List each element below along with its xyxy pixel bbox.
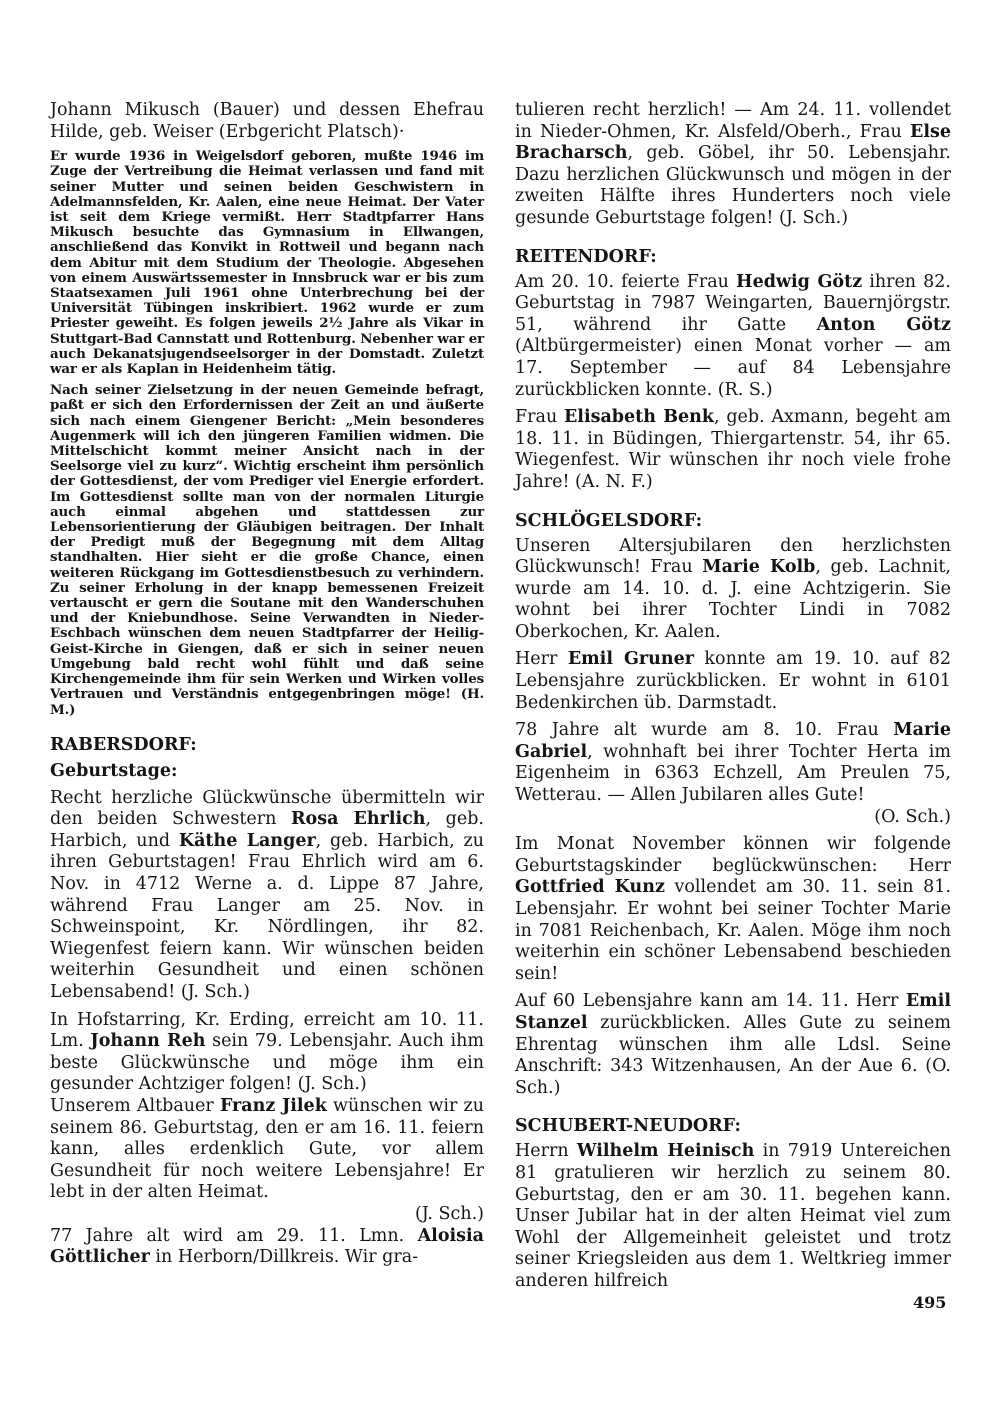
text-run: , geb. Göbel, ihr 50. Lebensjahr. Dazu herzlichen Glückwunsch und mögen in der zweiten Hälfte ihres Hunderters noch viele gesunde Geburtstage folgen! (J. Sch.) xyxy=(515,143,951,228)
text-run: Unserem Altbauer xyxy=(50,1096,220,1117)
text-run: , wohnhaft bei ihrer Tochter Herta im Eigenheim in 6363 Echzell, Am Preulen 75, Wetterau. — Allen Jubilaren alles Gute! xyxy=(515,741,951,806)
schubert-neudorf-paragraph xyxy=(515,1141,951,1292)
text-run: wünschen wir zu seinem 86. Geburtstag, den er am 16. 11. feiern kann, alles erdenklich Gute, vor allem Gesundheit für noch weitere Lebensjahre! Er lebt in der alten Heimat. xyxy=(50,1096,485,1203)
subheading-geburtstage: Geburtstage: xyxy=(50,760,178,781)
name-elisabeth-benk: Elisabeth Benk xyxy=(563,407,715,428)
schloegelsdorf-paragraph-5 xyxy=(515,991,951,1099)
continued-paragraph xyxy=(515,100,951,230)
name-franz-jilek: Franz Jilek xyxy=(219,1096,327,1117)
schloegelsdorf-paragraph-3 xyxy=(515,720,951,806)
name-hedwig-goetz: Hedwig Götz xyxy=(736,271,863,292)
name-gottfried-kunz: Gottfried Kunz xyxy=(515,877,665,898)
name-else-bracharsch: Else Bracharsch xyxy=(515,121,951,164)
section-heading-rabersdorf: RABERSDORF: xyxy=(50,734,197,755)
name-wilhelm-heinisch: Wilhelm Heinisch xyxy=(576,1141,755,1162)
page-number: 495 xyxy=(913,1293,947,1312)
text-run: , geb. Lachnit, wurde am 14. 10. d. J. eine Achtzigerin. Sie wohnt bei ihrer Tochter Lindi in 7082 Oberkochen, Kr. Aalen. xyxy=(515,557,951,642)
text-run: Herr xyxy=(515,649,568,670)
text-run: ihren 82. Geburtstag in 7987 Weingarten, Bauernjörgstr. 51, während ihr Gatte xyxy=(515,271,951,335)
name-aloisia-goettlicher: Aloisia Göttlicher xyxy=(50,1225,484,1268)
text-run: (Altbürgermeister) einen Monat vorher — am 17. September — auf 84 Lebensjahre zurückblicken konnte. (R. S.) xyxy=(515,336,951,400)
left-column xyxy=(50,100,484,1275)
text-run: , geb. Axmann, begeht am 18. 11. in Büdingen, Thiergartenstr. 54, ihr 65. Wiegenfest. Wir wünschen ihr noch viele frohe Jahre! (A. N. F.) xyxy=(515,407,951,492)
name-anton-goetz: Anton Götz xyxy=(816,314,951,335)
name-marie-kolb: Marie Kolb xyxy=(702,557,816,578)
text-run: Herrn xyxy=(515,1141,577,1162)
section-heading-schubert-neudorf: SCHUBERT-NEUDORF: xyxy=(515,1116,741,1137)
text-run: Am 20. 10. feierte Frau xyxy=(515,271,737,292)
rabersdorf-paragraph-3 xyxy=(50,1096,484,1204)
text-run: , geb. Harbich, und xyxy=(50,809,484,851)
bio-paragraph-2: Nach seiner Zielsetzung in der neuen Gemeinde befragt, paßt er sich den Erfordernissen der Zeit an und äußerte sich nach einem Giengener Bericht: „Mein besonderes Augenmerk will ich den jüngeren Familien widmen. Die Mittelschicht kommt meiner Ansicht nach in der Seelsorge viel zu kurz“. Wichtig erscheint ihm persönlich der Gottesdienst, der vom Prediger viel Energie erfordert. Im Gottesdienst sollte man von der normalen Liturgie auch einmal abgehen und stattdessen zur Lebensorientierung der Gläubigen beitragen. Der Inhalt der Predigt muß der Begegnung mit dem Alltag standhalten. Hier sieht er die große Chance, einen weiteren Rückgang im Gottesdienstbesuch zu verhindern. Zu seiner Erholung in der knapp bemessenen Freizeit vertauscht er gern die Soutane mit den Wanderschuhen und der Kniebundhose. Seine Verwandten in Nieder-Eschbach wünschen dem neuen Stadtpfarrer der Heilig-Geist-Kirche in Giengen, daß er sich in seiner neuen Umgebung bald recht wohl fühlt und daß seine Kirchengemeinde ihm für sein Werken und Wirken volles Vertrauen und Verständnis entgegenbringen möge! (H. M.) xyxy=(50,382,484,718)
text-run: tulieren recht herzlich! — Am 24. 11. vollendet in Nieder-Ohmen, Kr. Alsfeld/Oberh., Frau xyxy=(515,100,951,142)
section-heading-reitendorf: REITENDORF: xyxy=(515,246,657,267)
reitendorf-paragraph-1 xyxy=(515,272,951,402)
text-run: in Herborn/Dillkreis. Wir gra- xyxy=(149,1247,419,1268)
text-run: 77 Jahre alt wird am 29. 11. Lmn. xyxy=(50,1225,418,1246)
text-run: In Hofstarring, Kr. Erding, erreicht am 10. 11. Lm. xyxy=(50,1009,484,1052)
rabersdorf-paragraph-4 xyxy=(50,1226,484,1269)
text-run: zurückblicken. Alles Gute zu seinem Ehrentag wünschen ihm alle Ldsl. Seine Anschrift: 343 Witzenhausen, An der Aue 6. (O. Sch.) xyxy=(515,1012,951,1098)
name-kaethe-langer: Käthe Langer xyxy=(178,830,316,851)
text-run: in 7919 Untereichen 81 gratulieren wir herzlich zu seinem 80. Geburtstag, den er am 30. 11. begehen kann. Unser Jubilar hat in der alten Heimat viel zum Wohl der Allgemeinheit geleistet und trotz seiner Kriegsleiden aus dem 1. Weltkrieg immer anderen hilfreich xyxy=(515,1141,951,1291)
text-run: 78 Jahre alt wurde am 8. 10. Frau xyxy=(515,720,894,741)
name-johann-reh: Johann Reh xyxy=(90,1031,206,1052)
text-run: Frau xyxy=(515,407,564,428)
signature-j-sch: (J. Sch.) xyxy=(414,1203,484,1224)
text-run: vollendet am 30. 11. sein 81. Lebensjahr. Er wohnt bei seiner Tochter Marie in 7081 Reichenbach, Kr. Aalen. Möge ihm noch weiterhin ein schöner Lebensabend beschieden sein! xyxy=(515,877,952,984)
schloegelsdorf-paragraph-1 xyxy=(515,536,951,644)
intro-paragraph: Johann Mikusch (Bauer) und dessen Ehefrau Hilde, geb. Weiser (Erbgericht Platsch)· xyxy=(50,100,484,142)
text-run: sein 79. Lebensjahr. Auch ihm beste Glückwünsche und möge ihm ein gesunder Achtziger folgen! (J. Sch.) xyxy=(50,1031,485,1095)
bio-paragraph-1: Er wurde 1936 in Weigelsdorf geboren, mußte 1946 im Zuge der Vertreibung die Heimat verlassen und fand mit seiner Mutter und seinen beiden Geschwistern in Adelmannsfelden, Kr. Aalen, eine neue Heimat. Der Vater ist seit dem Kriege vermißt. Herr Stadtpfarrer Hans Mikusch besuchte das Gymnasium in Ellwangen, anschließend das Konvikt in Rottweil und begann nach dem Abitur mit dem Studium der Theologie. Abgesehen von einem Auswärtssemester in Innsbruck war er bis zum Staatsexamen Juli 1961 ohne Unterbrechung bei der Universität Tübingen inskribiert. 1962 wurde er zum Priester geweiht. Es folgen jeweils 2½ Jahre als Vikar in Stuttgart-Bad Cannstatt und Rottenburg. Nebenher war er auch Dekanatsjugendseelsorger in der Domstadt. Zuletzt war er als Kaplan in Heidenheim tätig. xyxy=(50,148,484,378)
text-run: Recht herzliche Glückwünsche übermitteln wir den beiden Schwestern xyxy=(50,787,484,830)
rabersdorf-paragraph-1 xyxy=(50,788,484,1004)
text-run: Unseren Altersjubilaren den herzlichsten Glückwunsch! Frau xyxy=(515,535,951,578)
right-column xyxy=(515,100,951,1299)
text-run: , geb. Harbich, zu ihren Geburtstagen! Frau Ehrlich wird am 6. Nov. in 4712 Werne a. d. Lippe 87 Jahre, während Frau Langer am 25. Nov. in Schweinspoint, Kr. Nördlingen, ihr 82. Wiegenfest feiern kann. Wir wünschen beiden weiterhin Gesundheit und einen schönen Lebensabend! (J. Sch.) xyxy=(50,830,484,1003)
signature-o-sch: (O. Sch.) xyxy=(874,806,951,827)
text-run: Auf 60 Lebensjahre kann am 14. 11. Herr xyxy=(515,991,906,1012)
name-emil-gruner: Emil Gruner xyxy=(567,649,694,670)
text-run: konnte am 19. 10. auf 82 Lebensjahre zurückblicken. Er wohnt in 6101 Bedenkirchen üb. Darmstadt. xyxy=(515,649,951,713)
name-rosa-ehrlich: Rosa Ehrlich xyxy=(291,809,426,830)
schloegelsdorf-paragraph-2 xyxy=(515,649,951,714)
reitendorf-paragraph-2 xyxy=(515,407,951,493)
rabersdorf-paragraph-2 xyxy=(50,1010,484,1096)
name-marie-gabriel: Marie Gabriel xyxy=(515,720,951,762)
name-emil-stanzel: Emil Stanzel xyxy=(515,991,951,1033)
schloegelsdorf-paragraph-4 xyxy=(515,834,951,985)
section-heading-schloegelsdorf: SCHLÖGELSDORF: xyxy=(515,510,703,531)
text-run: Im Monat November können wir folgende Geburtstagskinder beglückwünschen: Herr xyxy=(515,834,951,876)
